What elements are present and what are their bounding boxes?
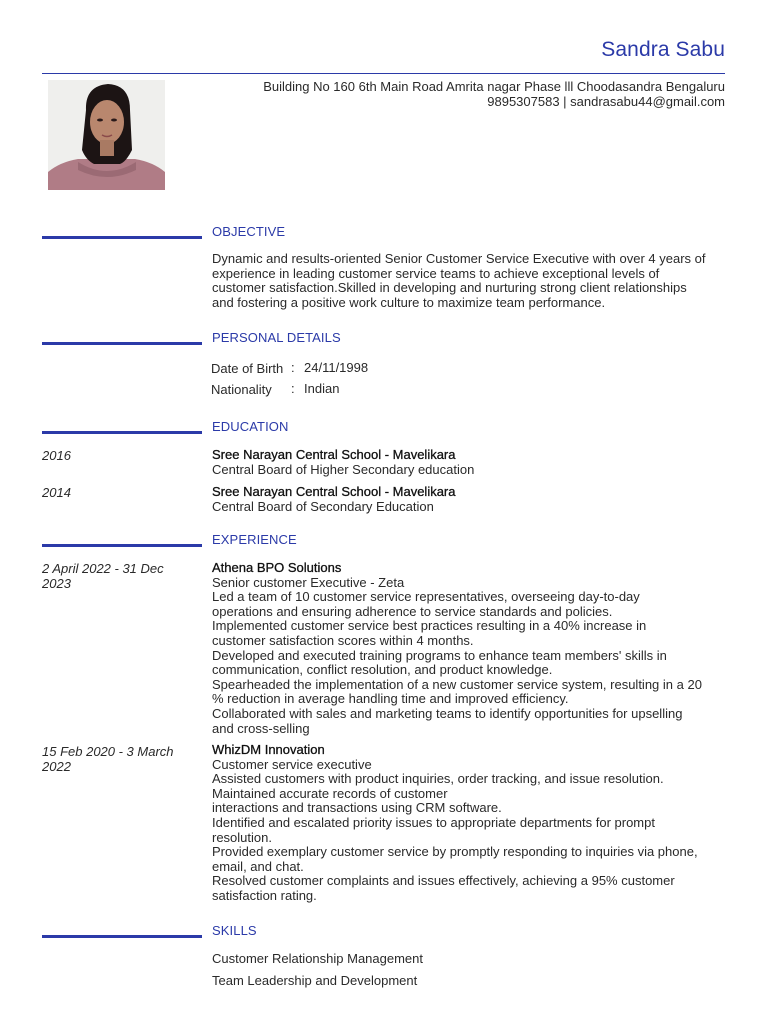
school-name: Sree Narayan Central School - Mavelikara <box>212 447 456 462</box>
nationality-label: Nationality <box>211 382 272 397</box>
objective-bar <box>42 236 202 239</box>
school-name: Sree Narayan Central School - Mavelikara <box>212 484 456 499</box>
education-year: 2016 <box>42 448 71 463</box>
address: Building No 160 6th Main Road Amrita nagar Phase lll Choodasandra Bengaluru <box>263 79 725 94</box>
skill-item: Customer Relationship Management <box>212 951 423 966</box>
date-line: 2023 <box>42 575 71 591</box>
board-name: Central Board of Higher Secondary education <box>212 461 475 477</box>
dob-label: Date of Birth <box>211 361 284 376</box>
experience-line: Provided exemplary customer service by promptly responding to inquiries via phone, <box>212 844 698 860</box>
experience-line: interactions and transactions using CRM software. <box>212 800 502 816</box>
experience-line: satisfaction rating. <box>212 887 317 903</box>
education-entry <box>212 485 727 514</box>
experience-line: Assisted customers with product inquiries, order tracking, and issue resolution. <box>212 771 664 787</box>
experience-line: Implemented customer service best practices resulting in a 40% increase in <box>212 618 647 634</box>
experience-line: Maintained accurate records of customer <box>212 785 448 801</box>
candidate-name: Sandra Sabu <box>601 38 725 61</box>
experience-line: email, and chat. <box>212 858 304 874</box>
education-heading: EDUCATION <box>212 419 289 434</box>
experience-line: and cross-selling <box>212 720 310 736</box>
nationality-value: Indian <box>304 381 340 396</box>
experience-line: % reduction in average handling time and improved efficiency. <box>212 691 569 707</box>
personal-heading: PERSONAL DETAILS <box>212 330 341 345</box>
objective-line: experience in leading customer service teams to achieve exceptional levels of <box>212 265 660 281</box>
experience-heading: EXPERIENCE <box>212 532 297 547</box>
profile-photo <box>48 80 165 190</box>
experience-line: Led a team of 10 customer service representatives, overseeing day-to-day <box>212 589 640 605</box>
education-entry <box>212 448 727 477</box>
objective-text <box>212 252 727 310</box>
objective-line: and fostering a positive work culture to maximize team performance. <box>212 294 606 310</box>
skill-item: Team Leadership and Development <box>212 973 418 988</box>
experience-line: communication, conflict resolution, and product knowledge. <box>212 662 553 678</box>
skills-heading: SKILLS <box>212 923 257 938</box>
experience-line: customer satisfaction scores within 4 months. <box>212 632 474 648</box>
experience-line: Collaborated with sales and marketing teams to identify opportunities for upselling <box>212 705 683 721</box>
objective-line: Dynamic and results-oriented Senior Customer Service Executive with over 4 years of <box>212 251 706 266</box>
dob-value: 24/11/1998 <box>304 360 369 375</box>
personal-bar <box>42 342 202 345</box>
education-bar <box>42 431 202 434</box>
experience-line: Resolved customer complaints and issues effectively, achieving a 95% customer <box>212 873 675 889</box>
company-name: WhizDM Innovation <box>212 742 325 757</box>
experience-line: Spearheaded the implementation of a new customer service system, resulting in a 20 <box>212 676 702 692</box>
contact-info <box>263 79 725 109</box>
nationality-separator: : <box>291 381 295 396</box>
skills-bar <box>42 935 202 938</box>
date-line: 15 Feb 2020 - 3 March <box>42 744 174 759</box>
experience-line: Identified and escalated priority issues to appropriate departments for prompt <box>212 814 655 830</box>
experience-line: Senior customer Executive - Zeta <box>212 574 405 590</box>
objective-heading: OBJECTIVE <box>212 224 286 239</box>
experience-entry <box>212 561 727 736</box>
experience-line: Customer service executive <box>212 756 372 772</box>
date-line: 2 April 2022 - 31 Dec <box>42 561 164 576</box>
date-line: 2022 <box>42 758 71 774</box>
education-year: 2014 <box>42 485 71 500</box>
experience-dates <box>42 562 192 591</box>
experience-line: Developed and executed training programs to enhance team members' skills in <box>212 647 667 663</box>
experience-line: resolution. <box>212 829 272 845</box>
company-name: Athena BPO Solutions <box>212 560 342 575</box>
experience-line: operations and ensuring adherence to service standards and policies. <box>212 603 613 619</box>
experience-bar <box>42 544 202 547</box>
experience-entry <box>212 743 727 904</box>
dob-separator: : <box>291 360 295 375</box>
phone-email: 9895307583 | sandrasabu44@gmail.com <box>487 94 725 109</box>
experience-dates <box>42 745 192 774</box>
objective-line: customer satisfaction.Skilled in developing and nurturing strong client relationships <box>212 280 687 296</box>
header-divider <box>42 73 725 74</box>
board-name: Central Board of Secondary Education <box>212 498 434 514</box>
